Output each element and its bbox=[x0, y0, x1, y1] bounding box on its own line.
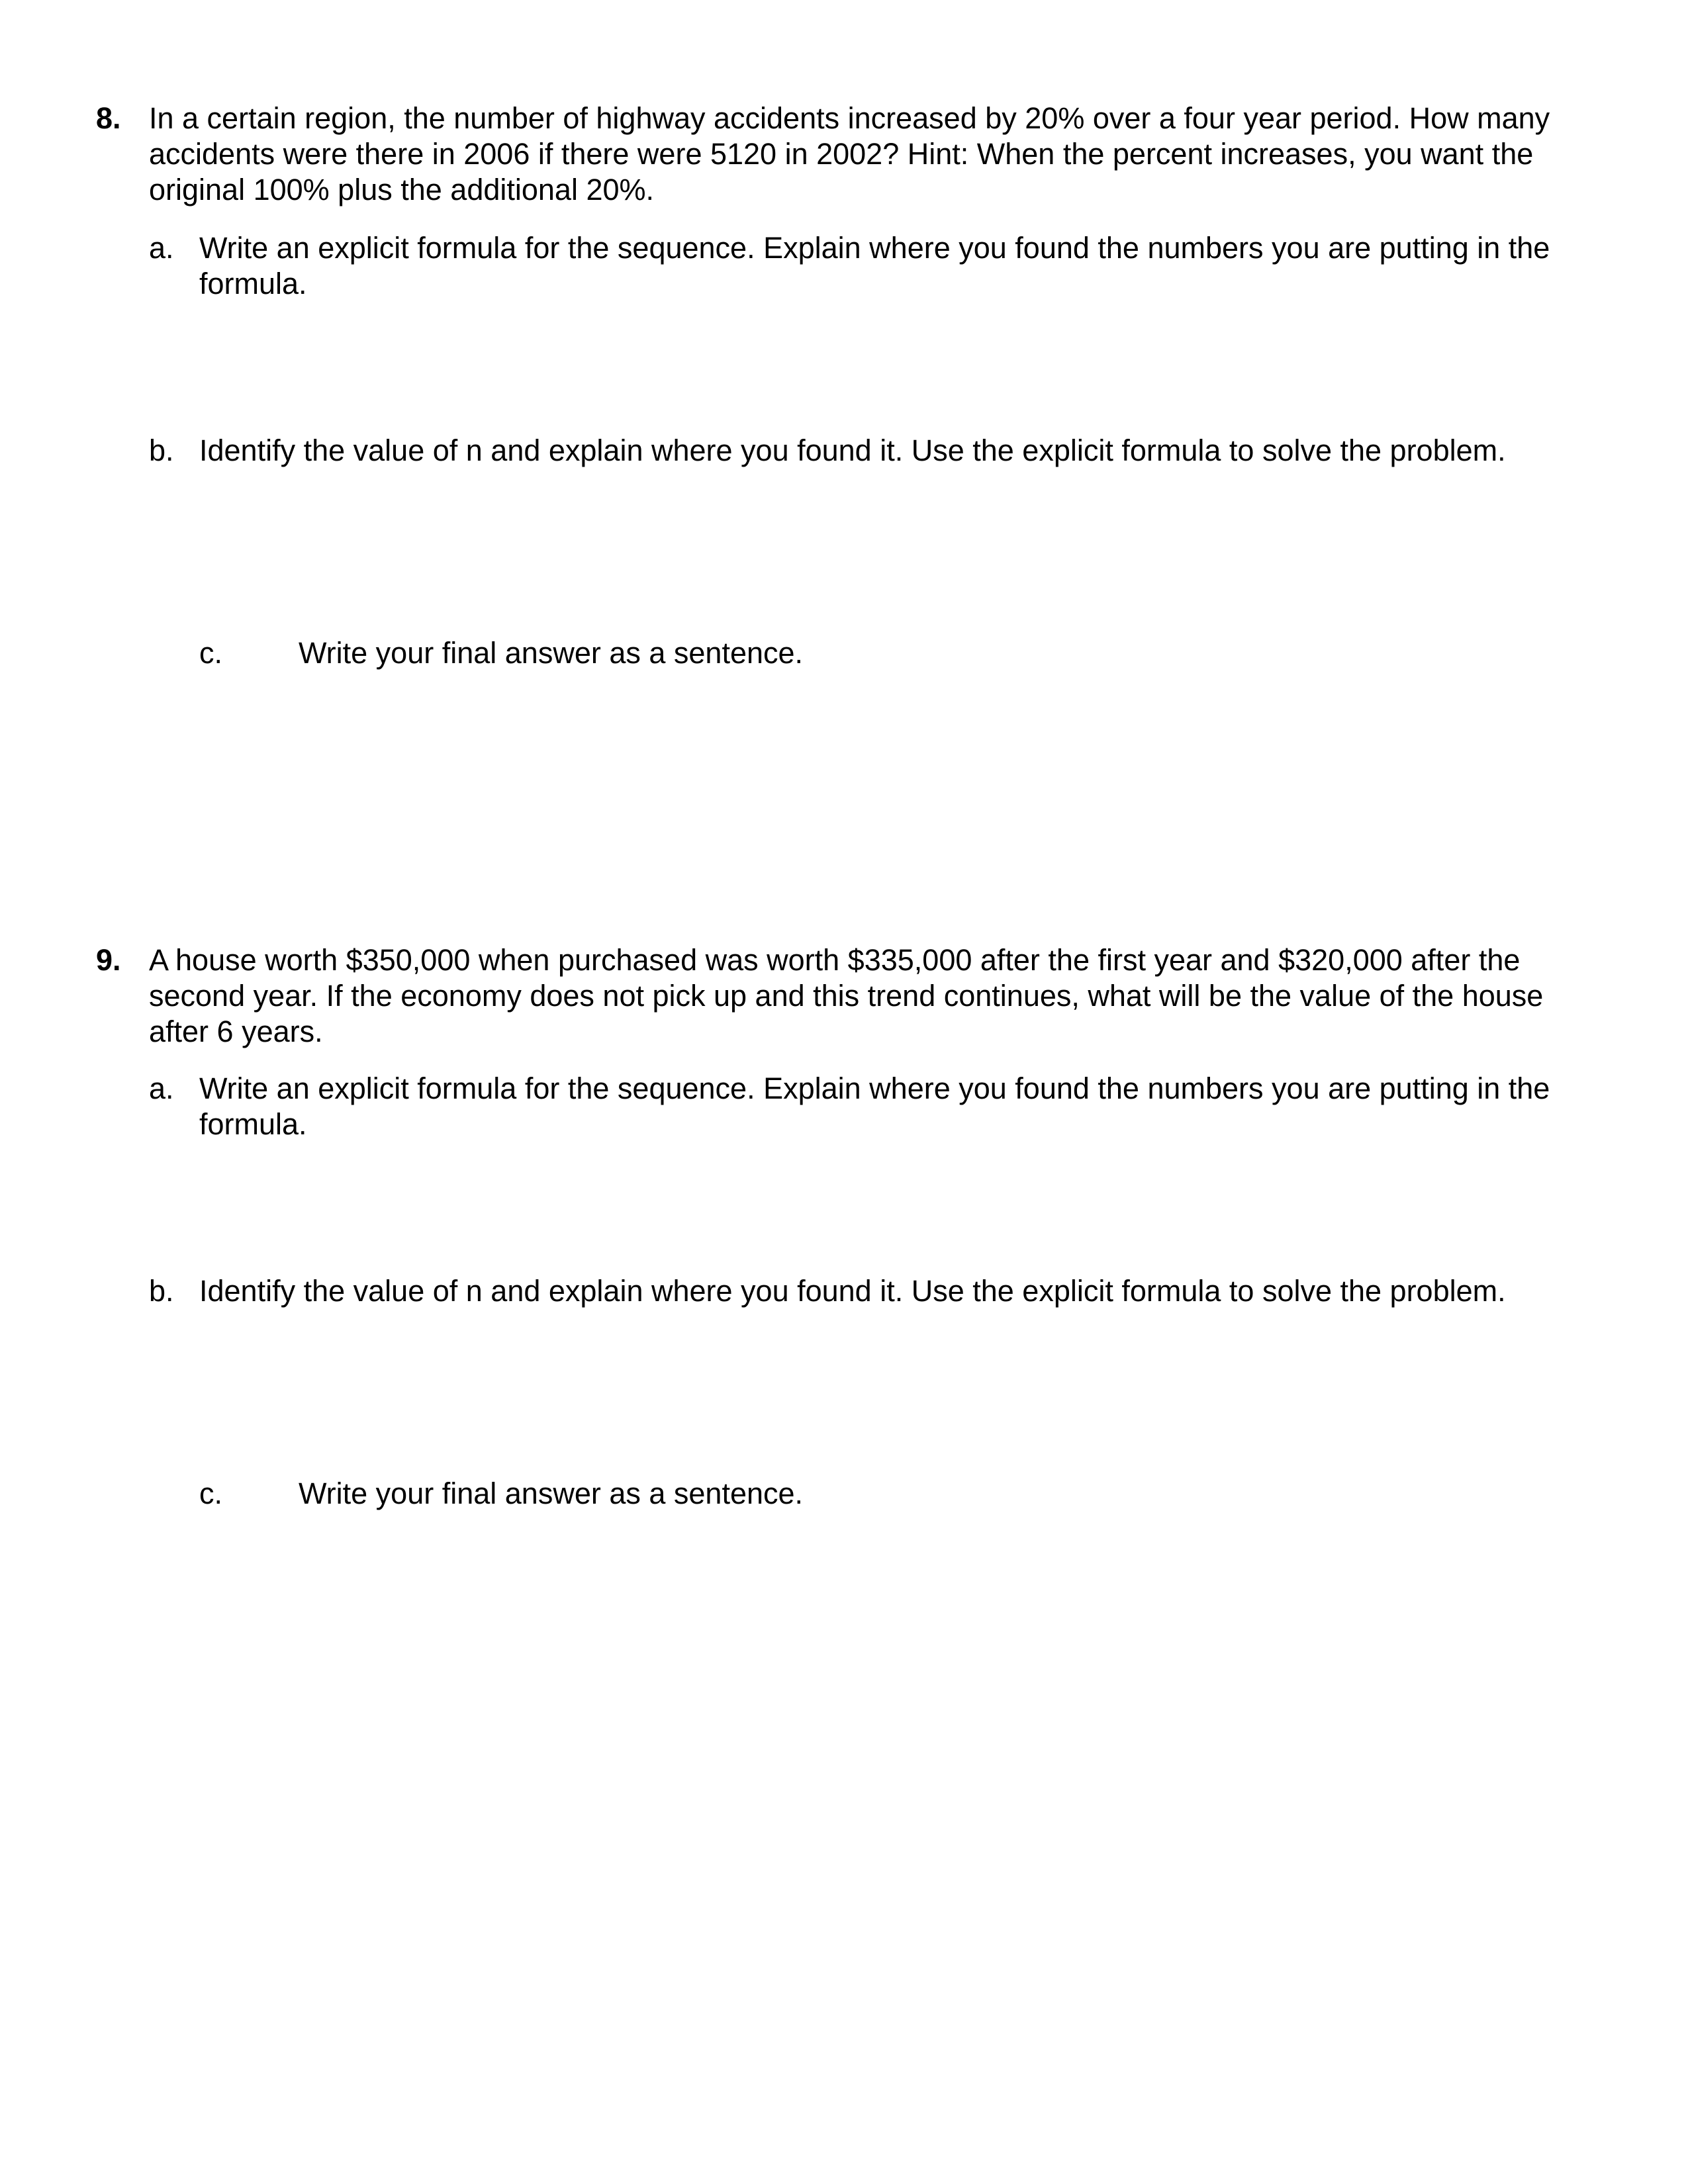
part-text: Write an explicit formula for the sequence. Explain where you found the numbers you are putting in the formula. bbox=[199, 1071, 1550, 1141]
problem-number: 9. bbox=[96, 943, 121, 977]
problem-9-part-c bbox=[149, 1476, 1592, 1512]
problem-9-stem bbox=[96, 942, 1592, 1050]
part-letter: c. bbox=[199, 636, 223, 670]
problem-9-part-b bbox=[149, 1273, 1592, 1309]
part-text: Identify the value of n and explain where you found it. Use the explicit formula to solve the problem. bbox=[199, 433, 1506, 467]
part-letter: a. bbox=[149, 1071, 174, 1105]
part-letter: a. bbox=[149, 231, 174, 265]
part-text: Write your final answer as a sentence. bbox=[299, 1477, 804, 1510]
problem-text: In a certain region, the number of highway accidents increased by 20% over a four year period. How many accidents were there in 2006 if there were 5120 in 2002? Hint: When the percent increases, you want the original 100% plus the additional 20%. bbox=[149, 101, 1550, 206]
part-text: Write your final answer as a sentence. bbox=[299, 636, 804, 670]
problem-8 bbox=[96, 101, 1592, 670]
problem-9 bbox=[96, 942, 1592, 1510]
problem-8-stem bbox=[96, 101, 1592, 208]
part-letter: b. bbox=[149, 433, 174, 467]
problem-text: A house worth $350,000 when purchased was worth $335,000 after the first year and $320,000 after the second year. If the economy does not pick up and this trend continues, what will be the value of the house after 6 years. bbox=[149, 943, 1544, 1048]
part-letter: b. bbox=[149, 1274, 174, 1308]
problem-8-part-b bbox=[149, 433, 1592, 469]
part-letter: c. bbox=[199, 1477, 223, 1510]
part-text: Write an explicit formula for the sequence. Explain where you found the numbers you are putting in the formula. bbox=[199, 231, 1550, 300]
problem-number: 8. bbox=[96, 101, 121, 135]
problem-9-part-a bbox=[149, 1071, 1592, 1142]
part-text: Identify the value of n and explain where you found it. Use the explicit formula to solve the problem. bbox=[199, 1274, 1506, 1308]
problem-8-part-c bbox=[149, 635, 1592, 671]
problem-8-part-a bbox=[149, 230, 1592, 302]
